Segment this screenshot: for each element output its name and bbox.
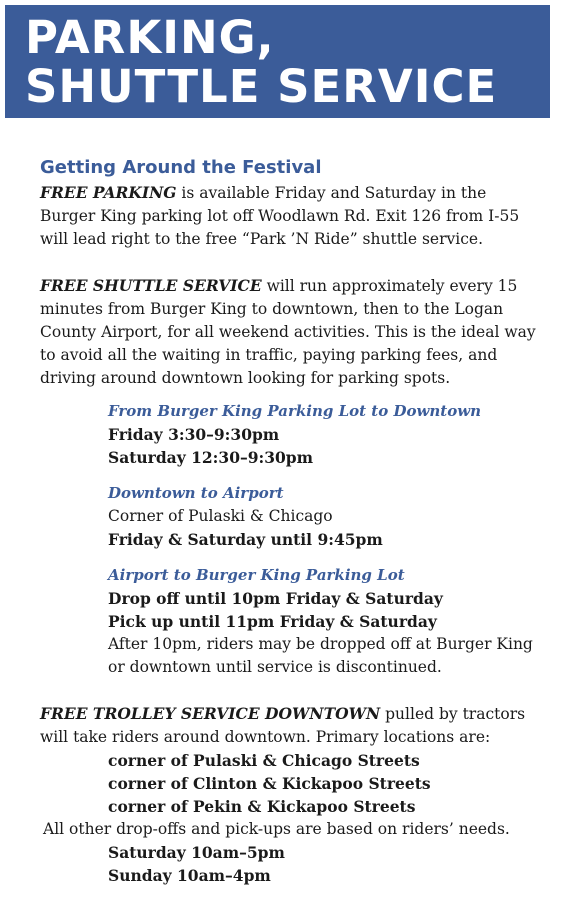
parking-paragraph — [40, 181, 545, 251]
bk-to-downtown-friday: Friday 3:30–9:30pm — [108, 425, 280, 444]
trolley-paragraph — [40, 702, 545, 749]
airport-to-bk-heading: Airport to Burger King Parking Lot — [108, 566, 405, 584]
bk-to-downtown-heading: From Burger King Parking Lot to Downtown — [108, 402, 482, 420]
trolley-sunday-hours: Sunday 10am–4pm — [108, 866, 271, 885]
airport-to-bk-note: After 10pm, riders may be dropped off at Burger King or downtown until service is discontinued. — [108, 635, 533, 676]
article-body — [40, 156, 545, 887]
trolley-note: All other drop-offs and pick-ups are based on riders’ needs. — [43, 820, 510, 838]
shuttle-paragraph — [40, 274, 545, 390]
banner-title-line-1: PARKING, — [25, 11, 275, 64]
parking-text: is available Friday and Saturday in the Burger King parking lot off Woodlawn Rd. Exit 126 from I-55 will lead right to the free “Park ’N Ride” shuttle service. — [40, 184, 520, 248]
trolley-hours — [108, 841, 545, 887]
trolley-location: corner of Clinton & Kickapoo Streets — [108, 774, 431, 793]
title-banner — [5, 5, 550, 118]
trolley-lead: FREE TROLLEY SERVICE DOWNTOWN — [40, 704, 381, 723]
parking-lead: FREE PARKING — [40, 183, 177, 202]
downtown-to-airport-location: Corner of Pulaski & Chicago — [108, 507, 333, 525]
shuttle-text: will run approximately every 15 minutes from Burger King to downtown, then to the Logan County Airport, for all weekend activities. This is the ideal way to avoid all the waiting in traffic, paying parking fees, and driving around downtown looking for parking spots. — [40, 277, 536, 387]
downtown-to-airport-heading: Downtown to Airport — [108, 484, 284, 502]
trolley-location: corner of Pekin & Kickapoo Streets — [108, 797, 416, 816]
trolley-locations — [108, 749, 545, 818]
trolley-location: corner of Pulaski & Chicago Streets — [108, 751, 420, 770]
bk-to-downtown-saturday: Saturday 12:30–9:30pm — [108, 448, 314, 467]
trolley-saturday-hours: Saturday 10am–5pm — [108, 843, 285, 862]
downtown-to-airport-time: Friday & Saturday until 9:45pm — [108, 530, 383, 549]
shuttle-schedule — [108, 400, 545, 679]
shuttle-lead: FREE SHUTTLE SERVICE — [40, 276, 262, 295]
banner-title-line-2: SHUTTLE SERVICE — [25, 60, 498, 113]
section-heading: Getting Around the Festival — [40, 157, 322, 178]
airport-to-bk-dropoff: Drop off until 10pm Friday & Saturday — [108, 589, 443, 608]
trolley-text: pulled by tractors will take riders around downtown. Primary locations are: — [40, 705, 526, 746]
airport-to-bk-pickup: Pick up until 11pm Friday & Saturday — [108, 612, 437, 631]
